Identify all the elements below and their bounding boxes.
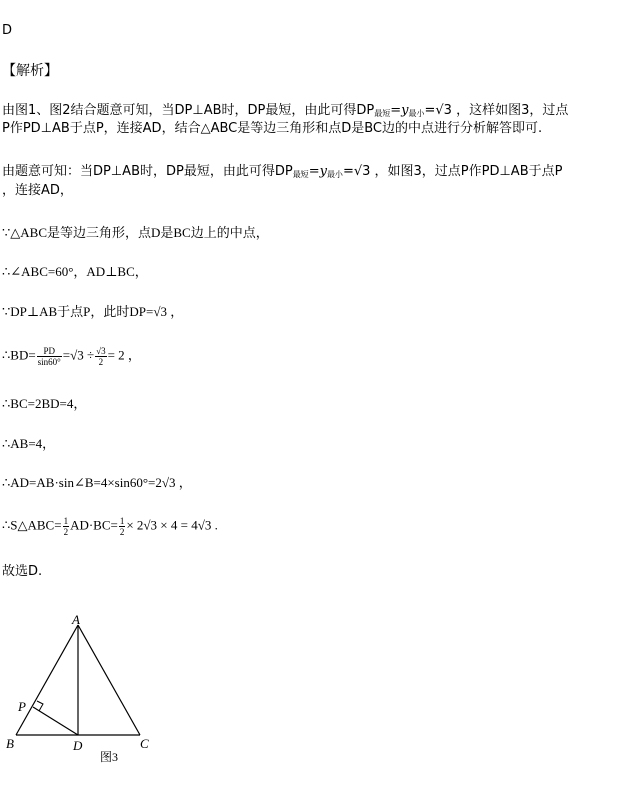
solution-text: 由题意可知：当DP⊥AB时，DP最短，由此可得DP xyxy=(2,164,293,179)
math-y: =y xyxy=(390,103,409,118)
step-8 xyxy=(2,516,218,537)
step-1: ∵△ABC是等边三角形，点D是BC边上的中点， xyxy=(2,225,269,240)
step-3: ∵DP⊥AB于点P，此时DP=√3 ， xyxy=(2,304,184,319)
figure-caption: 图3 xyxy=(100,750,119,764)
figure-3 xyxy=(0,600,200,780)
denominator: 2 xyxy=(98,357,104,367)
numerator: √3 xyxy=(96,346,106,356)
step-4 xyxy=(2,346,141,367)
side-ab xyxy=(16,625,78,735)
denominator: 2 xyxy=(63,527,69,537)
solution-line-2: ，连接AD， xyxy=(2,183,73,198)
numerator: 1 xyxy=(63,516,69,526)
numerator: 1 xyxy=(119,516,125,526)
analysis-text: =√3 ，这样如图3，过点 xyxy=(424,103,569,118)
step-text: ∴S△ABC= xyxy=(2,517,62,533)
step-text: =√3 ÷ xyxy=(62,347,95,363)
label-d: D xyxy=(73,738,83,753)
analysis-line-2: P作PD⊥AB于点P，连接AD，结合△ABC是等边三角形和点D是BC边的中点进行分析解答即可. xyxy=(2,121,543,136)
denominator: 2 xyxy=(119,527,125,537)
fraction xyxy=(119,516,126,537)
denominator: sin60° xyxy=(37,357,61,367)
segment-pd xyxy=(33,707,78,735)
fraction xyxy=(37,346,62,367)
step-text: = 2 ， xyxy=(107,347,141,363)
conclusion: 故选D. xyxy=(2,564,43,579)
solution-text: =√3 ，如图3，过点P作PD⊥AB于点P xyxy=(342,164,563,179)
answer-letter: D xyxy=(2,23,13,38)
step-text: AD·BC= xyxy=(70,517,118,533)
subscript: 最小 xyxy=(326,170,343,179)
step-7: ∴AD=AB·sin∠B=4×sin60°=2√3 ， xyxy=(2,475,192,490)
label-a: A xyxy=(72,612,80,627)
section-title: 【解析】 xyxy=(2,63,58,79)
step-text: × 2√3 × 4 = 4√3 . xyxy=(126,517,218,533)
label-c: C xyxy=(140,736,149,751)
step-6: ∴AB=4， xyxy=(2,436,56,451)
fraction xyxy=(95,346,106,367)
subscript: 最短 xyxy=(374,109,391,118)
math-y: =y xyxy=(308,164,327,179)
label-b: B xyxy=(6,736,14,751)
subscript: 最小 xyxy=(408,109,425,118)
step-text: ∴BD= xyxy=(2,347,36,363)
fraction xyxy=(63,516,70,537)
analysis-text: 由图1、图2结合题意可知，当DP⊥AB时，DP最短，由此可得DP xyxy=(2,103,375,118)
step-5: ∴BC=2BD=4， xyxy=(2,396,87,411)
subscript: 最短 xyxy=(292,170,309,179)
label-p: P xyxy=(18,699,26,714)
step-2: ∴∠ABC=60°，AD⊥BC， xyxy=(2,264,148,279)
numerator: PD xyxy=(37,346,62,357)
side-ac xyxy=(78,625,140,735)
solution-line-1 xyxy=(2,163,562,184)
